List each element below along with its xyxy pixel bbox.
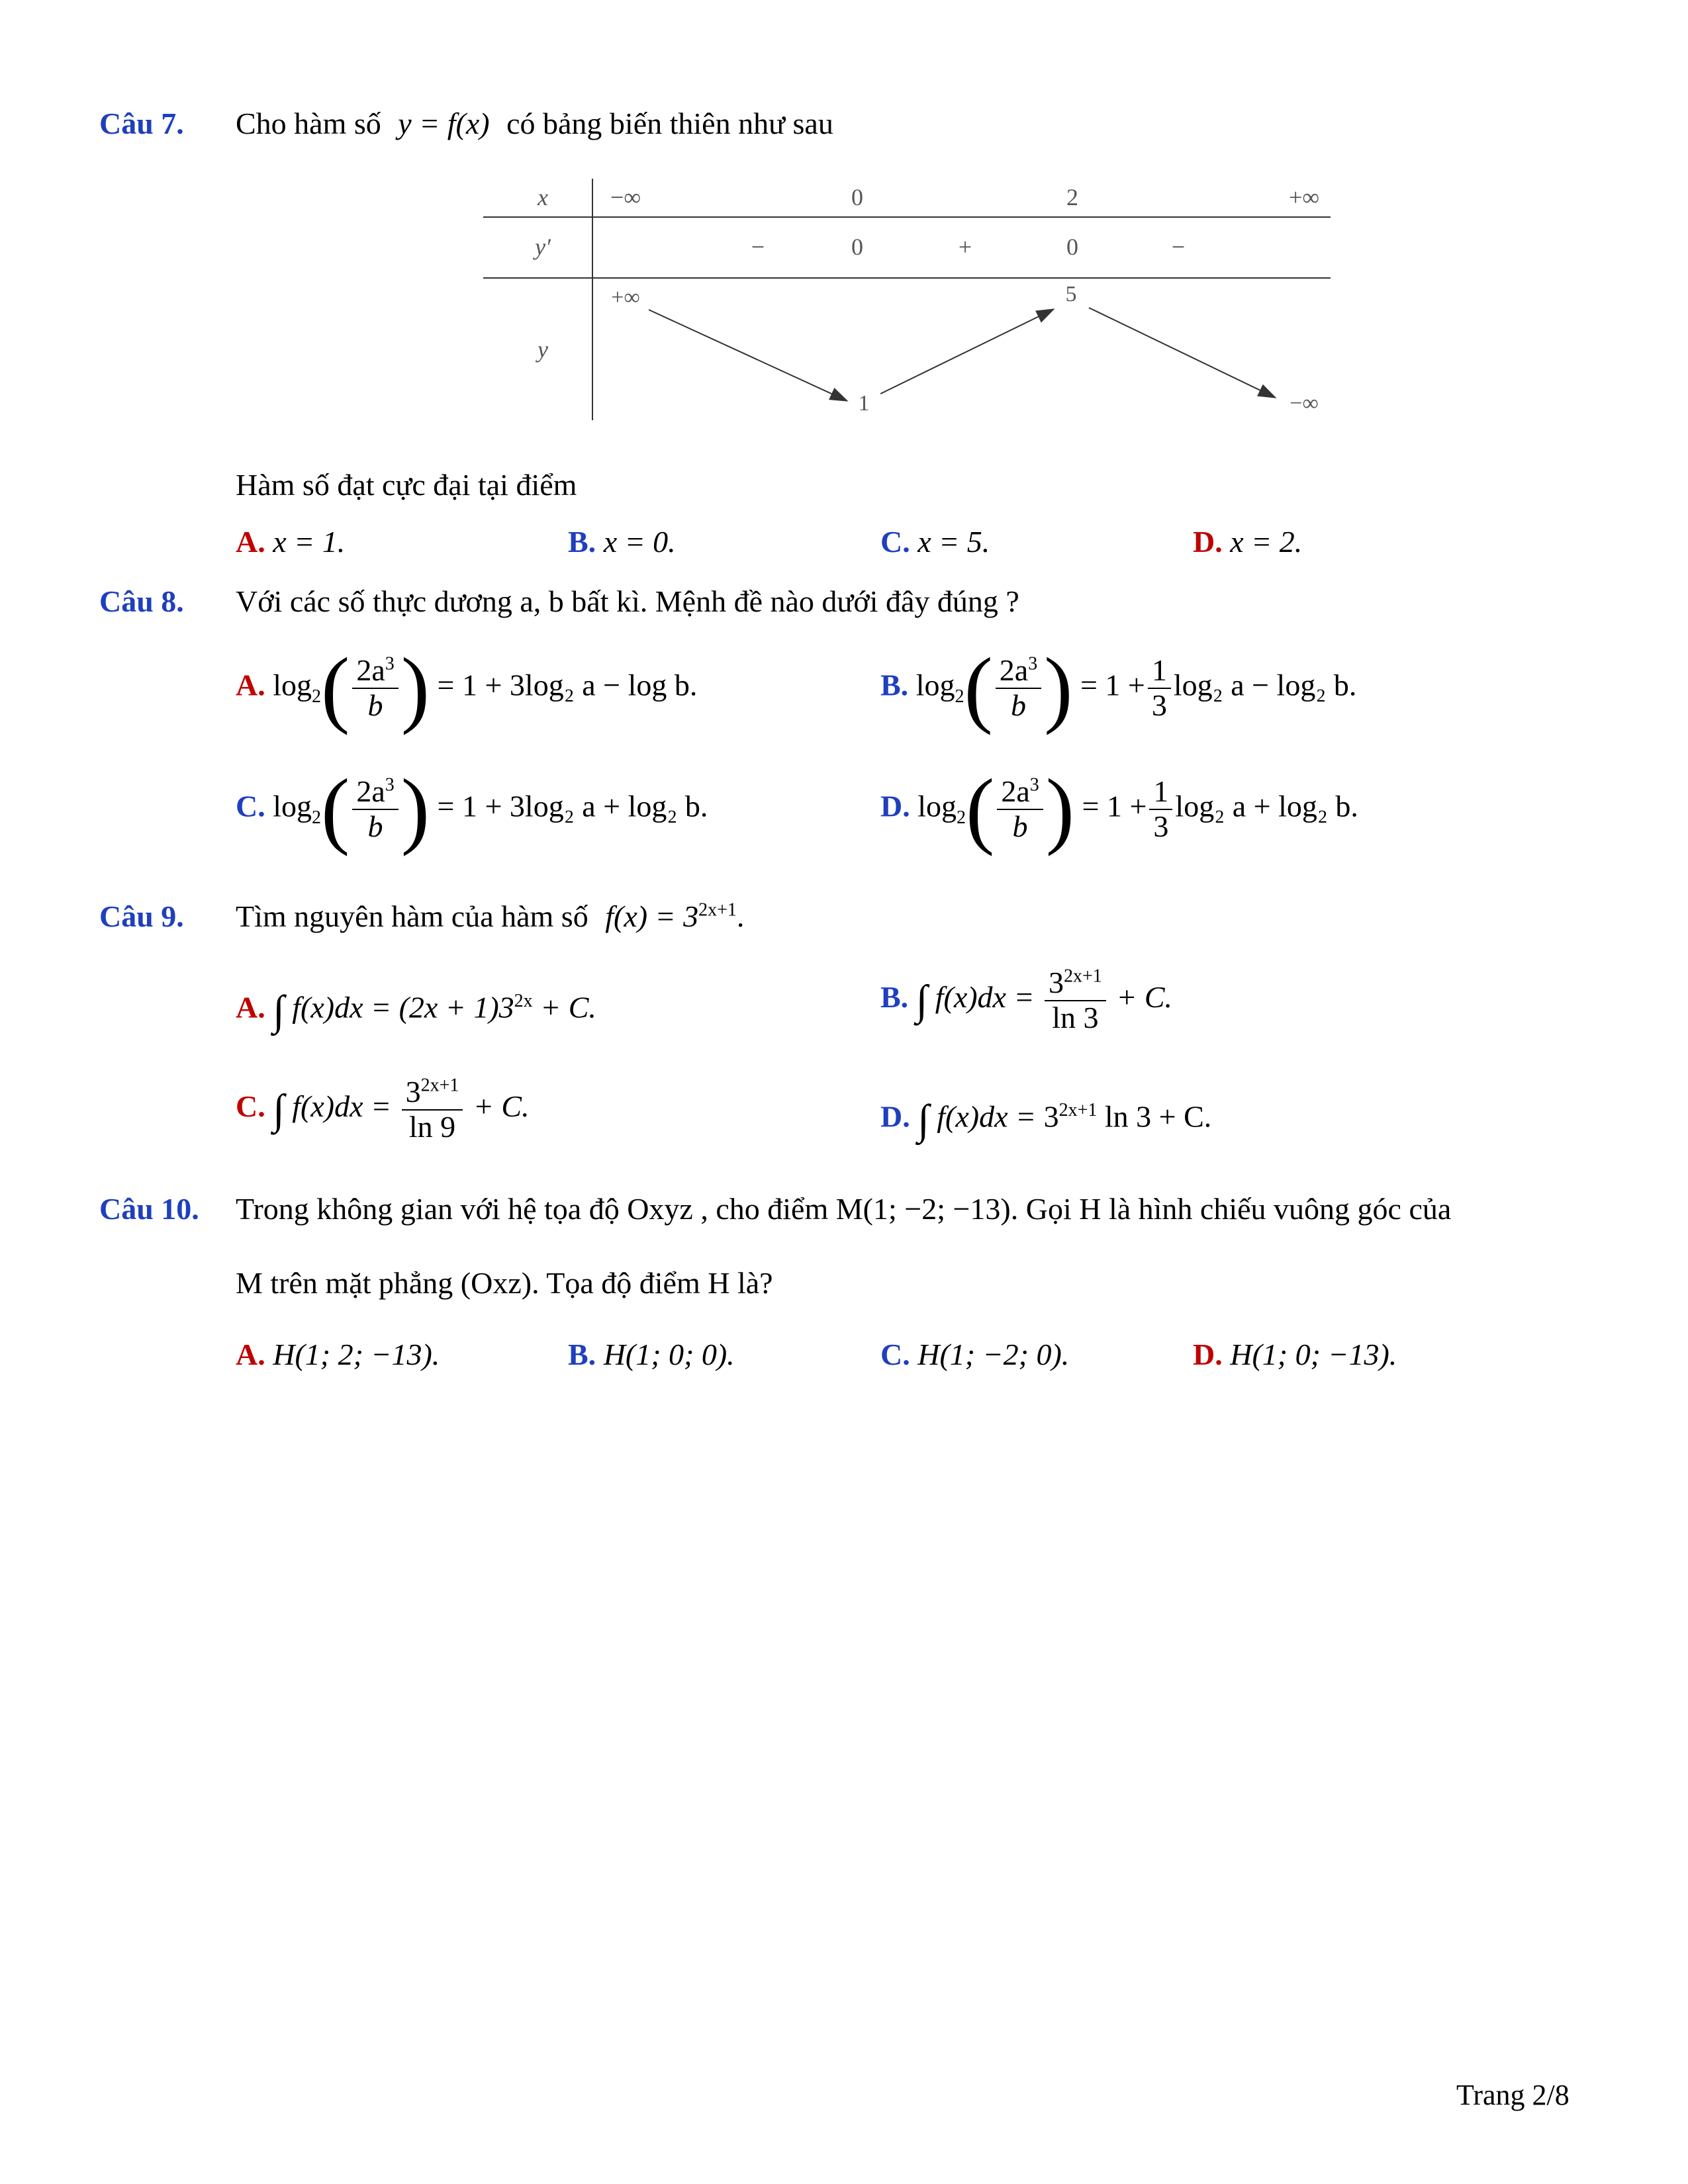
arrow-down-2	[1089, 308, 1274, 397]
q9-option-b[interactable]	[880, 966, 1172, 1034]
q10-line1: Trong không gian với hệ tọa độ Oxyz , cho điểm M(1; −2; −13). Gọi H là hình chiếu vuông góc của	[236, 1192, 1452, 1226]
q8-lhs-num-exp: 3	[385, 654, 395, 675]
q8-lhs-num-exp-c: 3	[385, 775, 395, 796]
q8-lhs-base-b: 2	[955, 686, 964, 707]
q8-lhs-base-d: 2	[957, 807, 966, 828]
q10-option-a-label: A.	[236, 1338, 265, 1371]
q9-option-d-exp: 2x+1	[1058, 1100, 1098, 1121]
y-val-5: 5	[1065, 282, 1077, 306]
x-val-pos-inf: +∞	[1289, 184, 1319, 210]
q7-option-c-label: C.	[880, 525, 910, 559]
q9-option-a-label: A.	[236, 990, 265, 1024]
q9-fn-exp: 2x+1	[698, 899, 737, 921]
y-val-1: 1	[858, 391, 870, 416]
q8-lhs-base: 2	[312, 686, 322, 707]
q9-option-c-den: ln 9	[408, 1109, 456, 1144]
x-val-2: 2	[1066, 184, 1078, 210]
q8-option-c[interactable]: C. $\log_2$( $\frac{2a^3}{b}$ ) = 1 + 3log₂ a + log₂ b.	[236, 762, 708, 857]
q8-option-d-frac	[1149, 775, 1172, 843]
q9-option-b-int-sign: ∫	[915, 976, 928, 1024]
q7-label: Câu 7.	[99, 107, 184, 140]
q8-lhs-num-b: 2a	[999, 653, 1029, 688]
x-val-0: 0	[851, 184, 863, 210]
q9-option-c-int-sign: ∫	[273, 1085, 285, 1133]
q7-option-a[interactable]	[236, 524, 345, 559]
q10-option-d[interactable]	[1193, 1337, 1397, 1372]
q7-option-a-text: x = 1.	[273, 525, 346, 559]
q7-option-c[interactable]	[880, 524, 990, 559]
q7-prompt	[236, 106, 833, 141]
q9-option-c[interactable]	[236, 1075, 530, 1144]
q9-option-d-int-sign: ∫	[917, 1096, 929, 1143]
q8-lhs-num-c: 2a	[356, 774, 385, 809]
q9-option-d-int: f(x)dx =	[937, 1099, 1037, 1134]
q9-option-b-num-exp: 2x+1	[1064, 966, 1102, 987]
row-label-x: x	[538, 184, 548, 210]
q10-option-b[interactable]	[568, 1337, 735, 1372]
q7-prompt-pre: Cho hàm số	[236, 107, 381, 140]
q8-lhs-num-exp-b: 3	[1028, 654, 1038, 675]
q7-prompt-post: có bảng biến thiên như sau	[506, 107, 833, 140]
q8-option-b-frac-den: 3	[1151, 688, 1167, 722]
yp-sign-3: −	[1171, 234, 1186, 260]
q8-option-b-label: B.	[880, 668, 909, 702]
q8-option-b-rhs-pre: = 1 +	[1080, 668, 1145, 702]
q8-lhs-den-b: b	[1010, 688, 1026, 722]
q10-option-d-label: D.	[1193, 1338, 1223, 1371]
q10-label: Câu 10.	[99, 1192, 199, 1226]
q8-lhs-log: log	[273, 668, 312, 702]
q10-option-c[interactable]	[880, 1337, 1069, 1372]
q7-option-d-label: D.	[1193, 525, 1223, 559]
q8-option-d-frac-num: 1	[1149, 775, 1172, 810]
q8-lhs-log-c: log	[273, 789, 312, 823]
q8-option-b[interactable]: B. $\log_2$( $\frac{2a^3}{b}$ ) = 1 + $\frac{1}{3}$ log₂ a − log₂ b.	[880, 641, 1357, 736]
q8-lhs-den: b	[367, 688, 383, 722]
q10-option-a-text: H(1; 2; −13).	[273, 1338, 440, 1371]
q9-option-c-num-exp: 2x+1	[420, 1075, 459, 1096]
q9-option-b-label: B.	[880, 980, 909, 1015]
q8-option-d[interactable]: D. $\log_2$( $\frac{2a^3}{b}$ ) = 1 + $\frac{1}{3}$ log₂ a + log₂ b.	[880, 762, 1358, 857]
q10-option-a[interactable]	[236, 1337, 440, 1372]
q8-option-a[interactable]: A. $\log_2$( $\frac{2a^3}{b}$ ) = 1 + 3log₂ a − log b.	[236, 641, 698, 736]
q9-option-c-frac	[402, 1075, 463, 1144]
q7-option-c-text: x = 5.	[917, 525, 990, 559]
q9-option-c-tail: + C.	[473, 1089, 530, 1124]
q7-prompt-fn: y = f(x)	[398, 107, 490, 140]
q8-option-c-rhs: = 1 + 3log₂ a + log₂ b.	[437, 789, 708, 823]
q7-option-d-text: x = 2.	[1230, 525, 1303, 559]
variation-table	[483, 172, 1331, 424]
q8-lhs-num-exp-d: 3	[1029, 775, 1039, 796]
q8-lhs-log-d: log	[917, 789, 957, 823]
x-val-neg-inf: −∞	[610, 184, 641, 210]
q8-lhs-num-d: 2a	[1001, 774, 1030, 809]
q7-option-b-label: B.	[568, 525, 596, 559]
q8-option-c-label: C.	[236, 789, 265, 823]
q8-option-a-rhs: = 1 + 3log₂ a − log b.	[437, 668, 698, 702]
q9-fn-end: .	[736, 899, 745, 933]
q9-option-a-int-sign: ∫	[273, 987, 285, 1034]
arrow-down-1	[649, 310, 846, 400]
q8-option-d-frac-den: 3	[1153, 809, 1169, 843]
q9-option-b-den: ln 3	[1052, 1000, 1099, 1034]
yp-sign-1: −	[751, 234, 765, 260]
q9-option-a-rhs: (2x + 1)3	[399, 990, 514, 1024]
q8-lhs-frac-c	[352, 775, 398, 843]
q9-option-d-label: D.	[880, 1099, 910, 1134]
q9-option-a[interactable]	[236, 986, 596, 1035]
q8-lhs-base-c: 2	[312, 807, 322, 828]
q9-option-d-rhs: 3	[1043, 1099, 1059, 1134]
q7-question: Hàm số đạt cực đại tại điểm	[236, 468, 577, 502]
q8-option-a-label: A.	[236, 668, 265, 702]
q9-option-b-tail: + C.	[1116, 980, 1173, 1015]
q9-option-c-label: C.	[236, 1089, 265, 1124]
q9-prompt-line	[236, 899, 744, 934]
q8-option-b-frac-num: 1	[1148, 654, 1171, 689]
q9-option-a-int: f(x)dx =	[292, 990, 392, 1024]
q8-lhs-frac-d	[997, 775, 1043, 843]
q8-option-d-rhs-post: log₂ a + log₂ b.	[1175, 789, 1358, 823]
q9-option-d-tail: ln 3 + C.	[1097, 1099, 1212, 1134]
yp-zero-2: 0	[1066, 234, 1078, 260]
q8-option-d-label: D.	[880, 789, 910, 823]
q9-option-d[interactable]	[880, 1095, 1211, 1144]
q9-option-b-frac	[1045, 966, 1106, 1034]
q8-option-d-rhs-pre: = 1 +	[1082, 789, 1147, 823]
q8-label: Câu 8.	[99, 584, 184, 618]
q10-option-b-text: H(1; 0; 0).	[603, 1338, 735, 1371]
q8-lhs-den-d: b	[1012, 809, 1028, 843]
q10-line2: M trên mặt phẳng (Oxz). Tọa độ điểm H là?	[236, 1266, 773, 1300]
row-label-y: y	[538, 336, 548, 363]
q8-prompt: Với các số thực dương a, b bất kì. Mệnh đề nào dưới đây đúng ?	[236, 584, 1019, 618]
q7-option-b-text: x = 0.	[603, 525, 676, 559]
q10-option-d-text: H(1; 0; −13).	[1230, 1338, 1397, 1371]
q9-option-c-int: f(x)dx =	[292, 1089, 392, 1124]
q10-option-c-text: H(1; −2; 0).	[917, 1338, 1070, 1371]
q9-option-b-int: f(x)dx =	[935, 980, 1035, 1015]
y-val-neg-inf: −∞	[1289, 391, 1319, 416]
q9-prompt: Tìm nguyên hàm của hàm số	[236, 899, 588, 933]
q10-option-b-label: B.	[568, 1338, 596, 1371]
q9-fn: f(x) = 3	[605, 899, 699, 933]
q9-option-a-exp: 2x	[514, 991, 533, 1012]
q9-option-a-tail: + C.	[532, 990, 596, 1024]
q10-option-c-label: C.	[880, 1338, 910, 1371]
q9-option-c-num: 3	[405, 1075, 421, 1109]
row-label-yprime: y′	[535, 234, 551, 260]
q8-option-b-frac	[1148, 654, 1171, 722]
yp-sign-2: +	[958, 234, 972, 260]
q8-lhs-den-c: b	[367, 809, 383, 843]
q8-lhs-log-b: log	[915, 668, 955, 702]
q7-option-a-label: A.	[236, 525, 265, 559]
yp-zero-1: 0	[851, 234, 863, 260]
q8-lhs-frac	[352, 654, 398, 722]
q8-lhs-num: 2a	[356, 653, 385, 688]
arrow-up	[880, 310, 1053, 394]
q7-option-d[interactable]	[1193, 524, 1302, 559]
q9-label: Câu 9.	[99, 899, 184, 933]
q7-option-b[interactable]	[568, 524, 676, 559]
q9-option-b-num: 3	[1049, 966, 1064, 999]
y-val-pos-inf: +∞	[611, 285, 640, 310]
q8-option-b-rhs-post: log₂ a − log₂ b.	[1173, 668, 1357, 702]
page-number: Trang 2/8	[1456, 2079, 1570, 2111]
q8-lhs-frac-b	[996, 654, 1041, 722]
